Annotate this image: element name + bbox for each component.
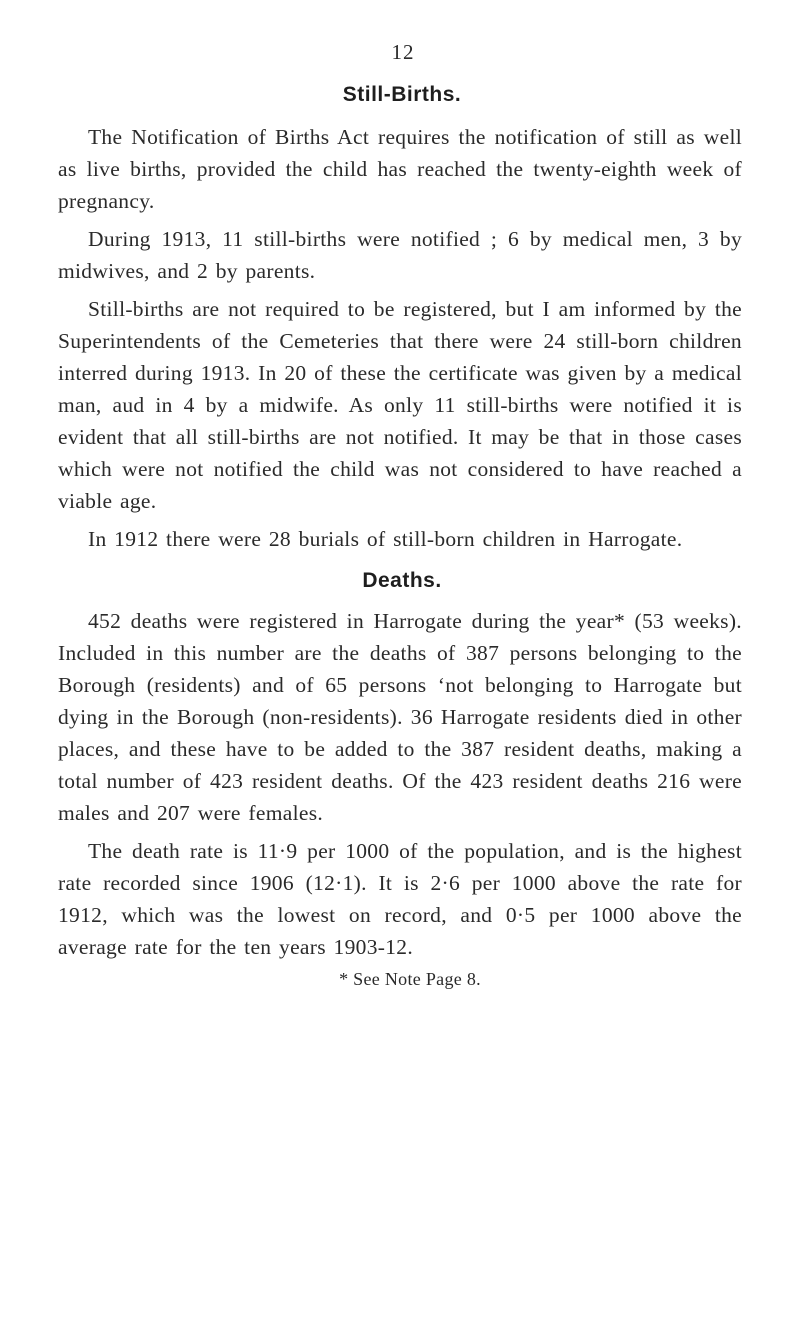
deaths-paragraph-1: 452 deaths were registered in Harrogate during the year* (53 weeks). Included in this number are the deaths of 387 persons belonging to the Borough (residents) and of 65 persons ‘not belonging to Harrogate but dying in the Borough (non-residents). 36 Harrogate residents died in other places, and these have to be added to the 387 resident deaths, making a total number of 423 resident deaths. Of the 423 resident deaths 216 were males and 207 were females. (58, 609, 742, 825)
still-births-paragraph-2: During 1913, 11 still-births were notified ; 6 by medical men, 3 by midwives, and 2 by parents. (58, 227, 742, 283)
page-number: 12 (391, 40, 415, 64)
still-births-heading: Still-Births. (342, 83, 462, 106)
still-births-paragraph-3: Still-births are not required to be registered, but I am informed by the Superintendents of the Cemeteries that there were 24 still-born children interred during 1913. In 20 of these the certificate was given by a medical man, aud in 4 by a midwife. As only 11 still-births were notified it is evident that all still-births are not notified. It may be that in those cases which were not notified the child was not considered to have reached a viable age. (58, 297, 742, 513)
deaths-paragraph-2: The death rate is 11·9 per 1000 of the population, and is the highest rate recorded since 1906 (12·1). It is 2·6 per 1000 above the rate for 1912, which was the lowest on record, and 0·5 per 1000 above the average rate for the ten years 1903-12. (58, 839, 742, 959)
deaths-heading: Deaths. (362, 569, 442, 592)
document-page (58, 40, 742, 990)
footnote: * See Note Page 8. (339, 969, 481, 989)
still-births-paragraph-1: The Notification of Births Act requires the notification of still as well as live births, provided the child has reached the twenty-eighth week of pregnancy. (58, 125, 742, 213)
still-births-paragraph-4: In 1912 there were 28 burials of still-born children in Harrogate. (88, 527, 683, 551)
